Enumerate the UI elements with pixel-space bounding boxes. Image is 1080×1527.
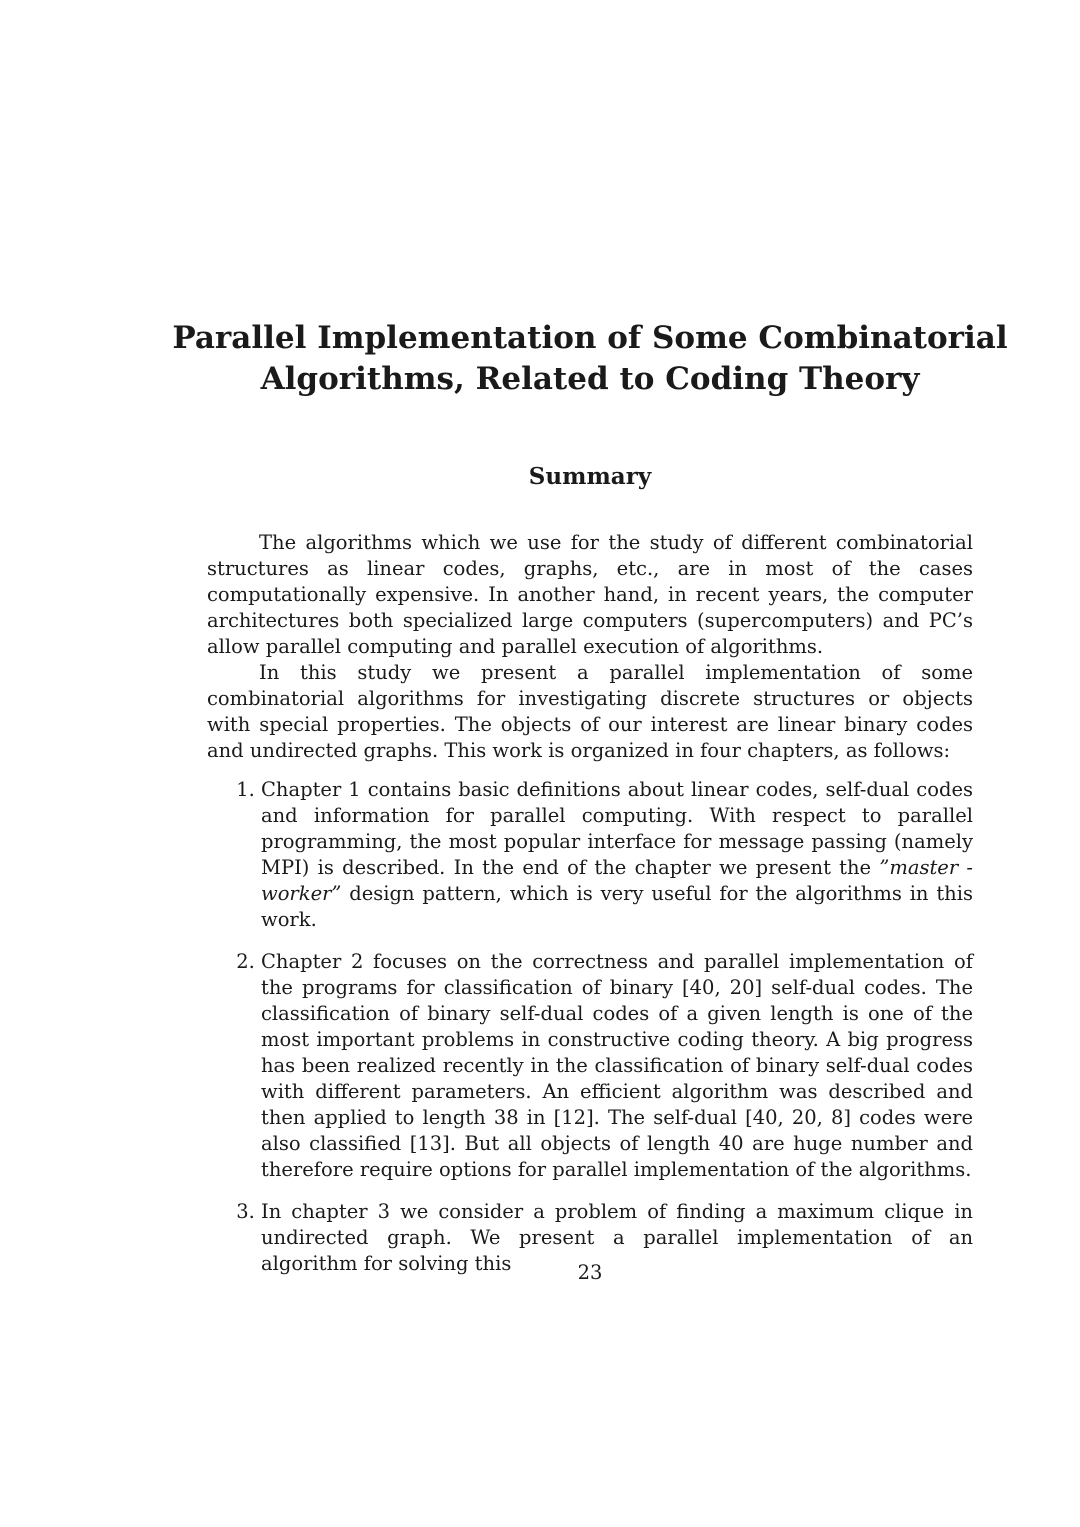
list-item-text: design pattern, which is very useful for the algorithms in this work. (261, 882, 973, 931)
list-item-chapter-1 (261, 777, 973, 933)
list-item-chapter-3: 3. In chapter 3 we consider a problem of finding a maximum clique in undirected graph. We present a parallel implementation of an algorithm for solving this (261, 1199, 973, 1277)
paragraph-intro: The algorithms which we use for the study of different combinatorial structures as linear codes, graphs, etc., are in most of the cases computationally expensive. In another hand, in recent years, the computer architectures both specialized large computers (supercomputers) and PC’s allow parallel computing and parallel execution of algorithms. (207, 531, 973, 658)
summary-heading: Summary (528, 463, 652, 490)
paragraph-study: In this study we present a parallel implementation of some combinatorial algorithms for investigating discrete structures or objects with special properties. The objects of our interest are linear binary codes and undirected graphs. This work is organized in four chapters, as follows: (207, 661, 973, 762)
chapter-list (207, 777, 973, 1277)
list-item-emphasis: ”master - worker” (261, 856, 973, 905)
paper-title: Parallel Implementation of Some Combinatorial Algorithms, Related to Coding Theory (172, 320, 1008, 397)
list-item-text: Chapter 1 contains basic definitions about linear codes, self-dual codes and information for parallel computing. With respect to parallel programming, the most popular interface for message passing (namely MPI) is described. In the end of the chapter we present the (261, 778, 973, 879)
page-number: 23 (577, 1261, 603, 1284)
list-item-chapter-2: 2. Chapter 2 focuses on the correctness and parallel implementation of the programs for classification of binary [40, 20] self-dual codes. The classification of binary self-dual codes of a given length is one of the most important problems in constructive coding theory. A big progress has been realized recently in the classification of binary self-dual codes with different parameters. An efficient algorithm was described and then applied to length 38 in [12]. The self-dual [40, 20, 8] codes were also classified [13]. But all objects of length 40 are huge number and therefore require options for parallel implementation of the algorithms. (261, 949, 973, 1183)
summary-body (207, 530, 973, 1293)
